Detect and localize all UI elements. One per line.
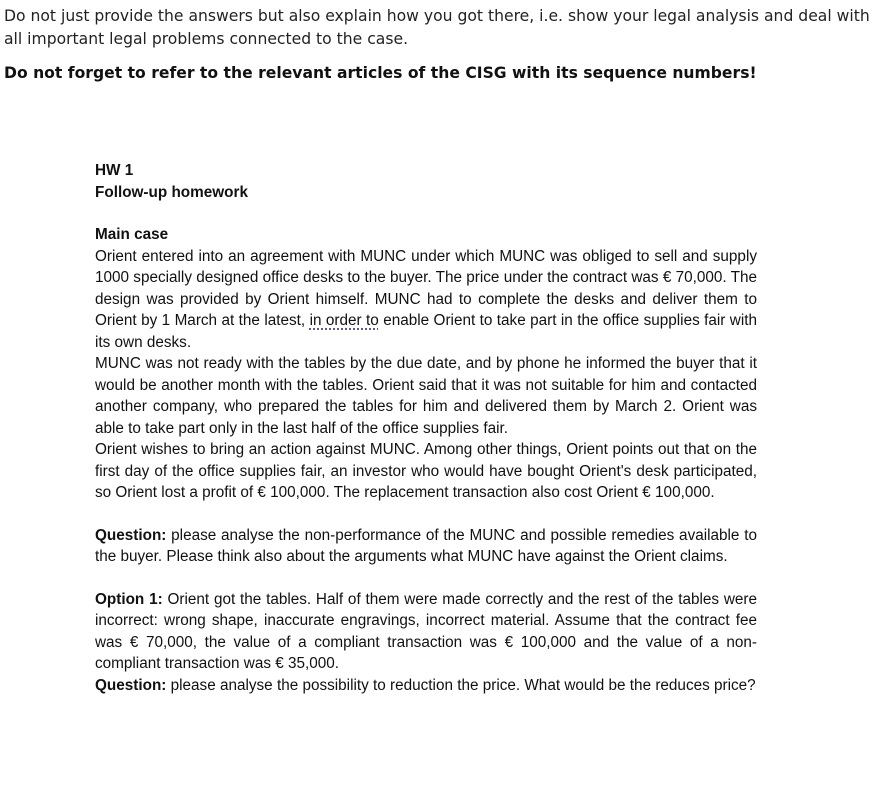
question-2-text: please analyse the possibility to reduction the price. What would be the reduces price? xyxy=(166,676,756,694)
option-1 xyxy=(95,589,757,675)
main-case-heading: Main case xyxy=(95,226,169,243)
option-1-text: Orient got the tables. Half of them were made correctly and the rest of the tables were incorrect: wrong shape, inaccurate engravings, incorrect material. Assume that the contract fee was € 70,000, the value of a compliant transaction was € 100,000 and the value of a non-compliant transaction was € 35,000. xyxy=(95,590,757,672)
question-2 xyxy=(95,675,757,697)
question-1-text: please analyse the non-performance of the MUNC and possible remedies available to the buyer. Please think also about the arguments what MUNC have against the Orient claims. xyxy=(95,526,757,565)
homework-subtitle: Follow-up homework xyxy=(95,183,248,201)
cisg-reminder: Do not forget to refer to the relevant articles of the CISG with its sequence numbers! xyxy=(4,64,757,82)
case-paragraph-1-end: enable Orient to take part in the office supplies fair with its own desks. xyxy=(95,312,758,351)
instructions xyxy=(4,5,874,85)
case-paragraph-1-start: Orient entered into an agreement with MUNC under which MUNC was obliged to sell and supply 1000 specially designed office desks to the buyer. The price under the contract was € 70,000. The design was provided by Orient himself. MUNC had to complete the desks and deliver them to Orient by 1 March at the latest, xyxy=(95,247,757,329)
case-paragraph-1 xyxy=(95,246,757,354)
question-2-label: Question: xyxy=(95,676,167,694)
homework-document xyxy=(95,160,757,696)
homework-title: HW 1 xyxy=(95,162,134,179)
question-1 xyxy=(95,525,757,568)
case-paragraph-2: MUNC was not ready with the tables by the due date, and by phone he informed the buyer that it would be another month with the tables. Orient said that it was not suitable for him and contacted another company, who prepared the tables for him and delivered them by March 2. Orient was able to take part only in the last half of the office supplies fair. xyxy=(95,355,757,437)
in-order-to-link[interactable]: in order to xyxy=(309,312,379,329)
case-paragraph-3: Orient wishes to bring an action against MUNC. Among other things, Orient points out that on the first day of the office supplies fair, an investor who would have bought Orient's desk participated, so Orient lost a profit of € 100,000. The replacement transaction also cost Orient € 100,000. xyxy=(95,441,757,501)
question-1-label: Question: xyxy=(95,526,167,544)
instruction-text: Do not just provide the answers but also explain how you got there, i.e. show your legal analysis and deal with all important legal problems connected to the case. xyxy=(4,7,870,48)
option-1-label: Option 1: xyxy=(95,590,163,608)
